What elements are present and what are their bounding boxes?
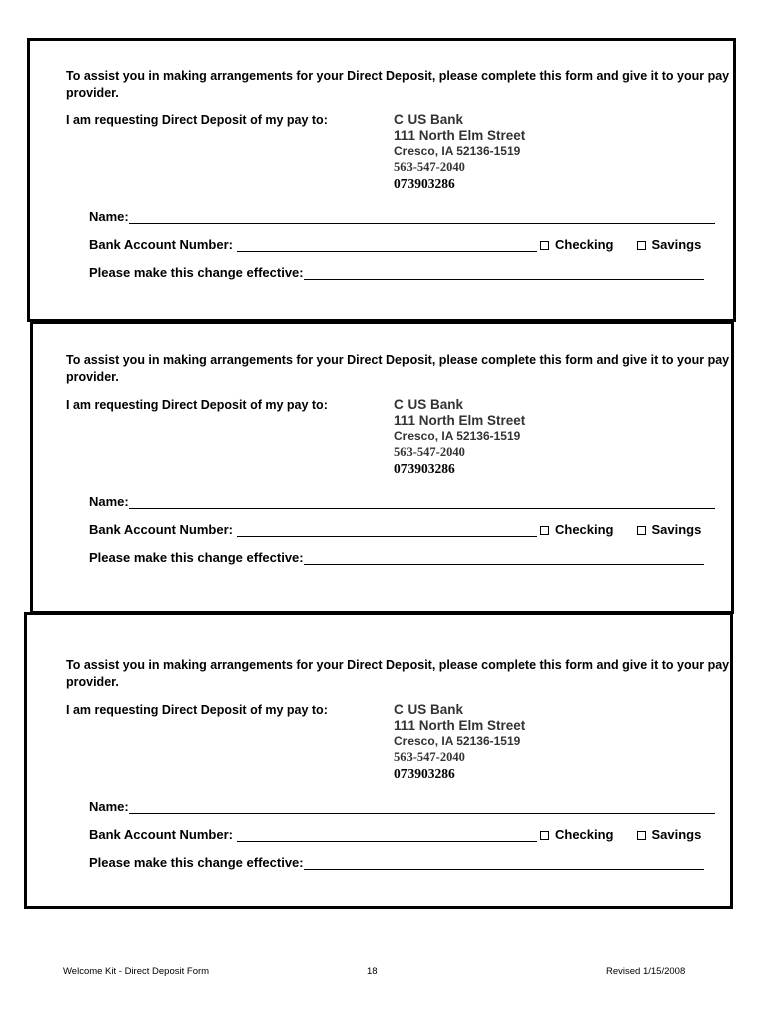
footer-doc-title: Welcome Kit - Direct Deposit Form bbox=[63, 966, 210, 977]
bank-routing-number: 073903286 bbox=[394, 461, 455, 476]
direct-deposit-form bbox=[24, 612, 733, 909]
name-field[interactable] bbox=[129, 801, 715, 814]
checking-option[interactable] bbox=[537, 237, 614, 252]
bank-routing-number: 073903286 bbox=[394, 176, 455, 191]
effective-date-field[interactable] bbox=[304, 267, 704, 280]
bank-city: Cresco, IA 52136-1519 bbox=[394, 734, 521, 748]
effective-date-label: Please make this change effective: bbox=[89, 550, 304, 565]
bank-city: Cresco, IA 52136-1519 bbox=[394, 429, 521, 443]
form-intro: To assist you in making arrangements for your Direct Deposit, please complete this form and give it to your pay provider. bbox=[66, 69, 730, 100]
bank-city: Cresco, IA 52136-1519 bbox=[394, 144, 521, 158]
checking-label: Checking bbox=[554, 237, 614, 252]
name-field[interactable] bbox=[129, 496, 715, 509]
savings-option[interactable] bbox=[634, 237, 702, 252]
effective-date-label: Please make this change effective: bbox=[89, 855, 304, 870]
account-number-field[interactable] bbox=[237, 524, 537, 537]
effective-date-field[interactable] bbox=[304, 857, 704, 870]
bank-street: 111 North Elm Street bbox=[394, 718, 526, 733]
name-label: Name: bbox=[89, 494, 129, 509]
savings-checkbox[interactable] bbox=[637, 526, 646, 535]
checking-option[interactable] bbox=[537, 827, 614, 842]
request-label: I am requesting Direct Deposit of my pay to: bbox=[66, 398, 328, 412]
effective-field-row bbox=[89, 550, 704, 565]
bank-name: C US Bank bbox=[394, 112, 464, 127]
account-field-row bbox=[89, 522, 701, 537]
name-field-row bbox=[89, 494, 715, 509]
effective-field-row bbox=[89, 855, 704, 870]
bank-info bbox=[394, 702, 525, 782]
savings-label: Savings bbox=[651, 522, 702, 537]
request-label: I am requesting Direct Deposit of my pay to: bbox=[66, 113, 328, 127]
effective-field-row bbox=[89, 265, 704, 280]
bank-phone: 563-547-2040 bbox=[394, 445, 465, 459]
name-field-row bbox=[89, 799, 715, 814]
checking-checkbox[interactable] bbox=[540, 831, 549, 840]
account-number-label: Bank Account Number: bbox=[89, 237, 233, 252]
form-intro: To assist you in making arrangements for your Direct Deposit, please complete this form and give it to your pay provider. bbox=[66, 353, 730, 384]
savings-checkbox[interactable] bbox=[637, 241, 646, 250]
bank-name: C US Bank bbox=[394, 397, 464, 412]
checking-label: Checking bbox=[554, 827, 614, 842]
bank-name: C US Bank bbox=[394, 702, 464, 717]
account-field-row bbox=[89, 237, 701, 252]
account-number-field[interactable] bbox=[237, 829, 537, 842]
bank-info bbox=[394, 112, 525, 192]
checking-checkbox[interactable] bbox=[540, 526, 549, 535]
effective-date-label: Please make this change effective: bbox=[89, 265, 304, 280]
checking-checkbox[interactable] bbox=[540, 241, 549, 250]
bank-street: 111 North Elm Street bbox=[394, 413, 526, 428]
name-field[interactable] bbox=[129, 211, 715, 224]
name-label: Name: bbox=[89, 209, 129, 224]
name-field-row bbox=[89, 209, 715, 224]
savings-option[interactable] bbox=[634, 827, 702, 842]
checking-option[interactable] bbox=[537, 522, 614, 537]
savings-label: Savings bbox=[651, 827, 702, 842]
bank-street: 111 North Elm Street bbox=[394, 128, 526, 143]
bank-info bbox=[394, 397, 525, 477]
savings-option[interactable] bbox=[634, 522, 702, 537]
account-number-label: Bank Account Number: bbox=[89, 522, 233, 537]
savings-label: Savings bbox=[651, 237, 702, 252]
account-number-field[interactable] bbox=[237, 239, 537, 252]
account-number-label: Bank Account Number: bbox=[89, 827, 233, 842]
effective-date-field[interactable] bbox=[304, 552, 704, 565]
request-label: I am requesting Direct Deposit of my pay to: bbox=[66, 703, 328, 717]
bank-phone: 563-547-2040 bbox=[394, 750, 465, 764]
name-label: Name: bbox=[89, 799, 129, 814]
account-field-row bbox=[89, 827, 701, 842]
bank-phone: 563-547-2040 bbox=[394, 160, 465, 174]
direct-deposit-form bbox=[30, 321, 734, 614]
bank-routing-number: 073903286 bbox=[394, 766, 455, 781]
footer-revision-date: Revised 1/15/2008 bbox=[606, 966, 686, 977]
direct-deposit-form bbox=[27, 38, 736, 322]
form-intro: To assist you in making arrangements for your Direct Deposit, please complete this form and give it to your pay provider. bbox=[66, 658, 730, 689]
footer-page-number: 18 bbox=[367, 966, 378, 977]
checking-label: Checking bbox=[554, 522, 614, 537]
savings-checkbox[interactable] bbox=[637, 831, 646, 840]
